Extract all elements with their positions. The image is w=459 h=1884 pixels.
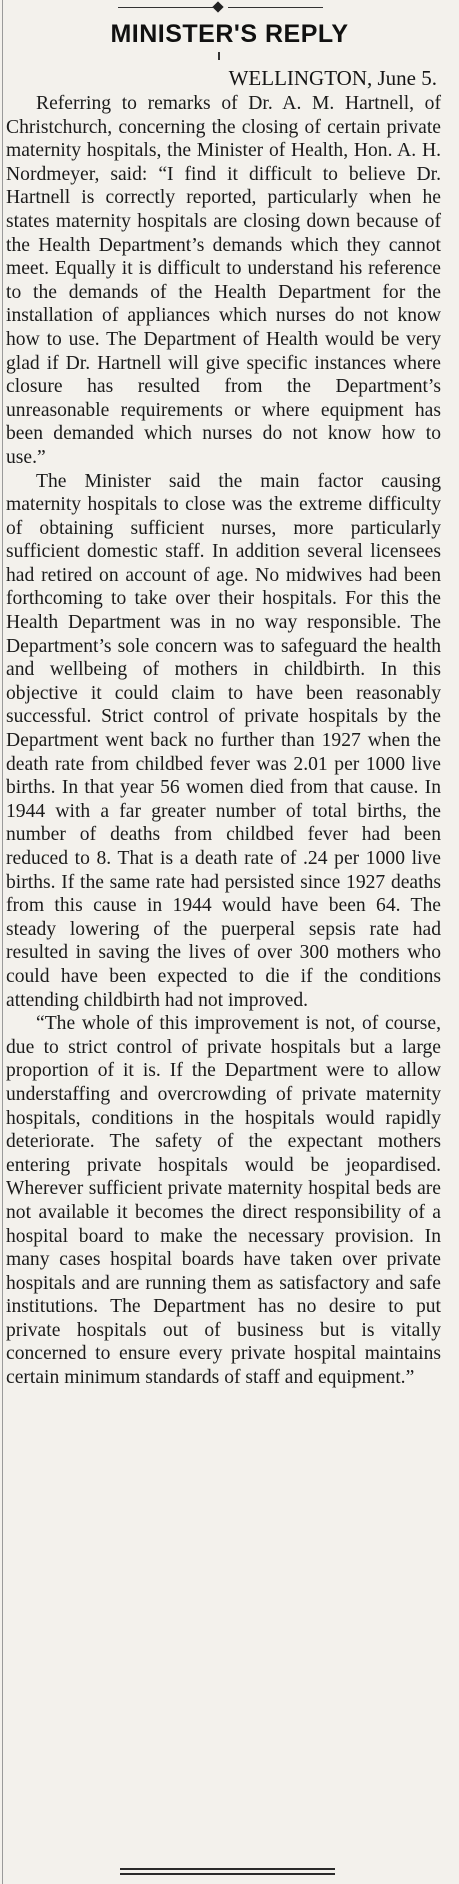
end-rule — [120, 1873, 335, 1875]
dateline: WELLINGTON, June 5. — [228, 66, 437, 90]
column-rule — [2, 0, 3, 1884]
diamond-ornament-icon — [212, 1, 223, 12]
paragraph: Referring to remarks of Dr. A. M. Hartnell, of Christchurch, concerning the closing of certain private maternity hospitals, the Minister of Health, Hon. A. H. Nordmeyer, said: “I find it difficult to believe Dr. Hartnell is correctly reported, particularly when he states maternity hospitals are closing down because of the Health Department’s demands which they cannot meet. Equally it is difficult to understand his reference to the demands of the Health Department for the installation of appliances which nurses do not know how to use. The Department of Health would be very glad if Dr. Hartnell will give specific instances where closure has resulted from the Department’s unreasonable requirements or where equipment has been demanded which nurses do not know how to use.” — [6, 93, 441, 468]
top-ornament — [0, 2, 459, 12]
end-rule — [120, 1868, 335, 1870]
ornament-rule-right — [228, 7, 323, 8]
ornament-rule-left — [118, 7, 213, 8]
article-body — [6, 92, 441, 1390]
headline: MINISTER'S REPLY — [110, 20, 349, 48]
paragraph: “The whole of this improvement is not, of course, due to strict control of private hospitals but a large proportion of it is. If the Department were to allow understaffing and overcrowding of private maternity hospitals, conditions in the hospitals would rapidly deteriorate. The safety of the expectant mothers entering private hospitals would be jeopardised. Wherever sufficient private maternity hospital beds are not available it becomes the direct responsibility of a hospital board to make the necessary provision. In many cases hospital boards have taken over private hospitals and are running them as satisfactory and safe institutions. The Department has no desire to put private hospitals out of business but is vitally concerned to ensure every private hospital maintains certain minimum standards of staff and equipment.” — [6, 1013, 441, 1389]
paragraph: The Minister said the main factor causing maternity hospitals to close was the extreme difficulty of obtaining sufficient nurses, more particularly sufficient domestic staff. In addition several licensees had retired on account of age. No midwives had been forthcoming to take over their hospitals. For this the Health Department was in no way responsible. The Department’s sole concern was to safeguard the health and wellbeing of mothers in childbirth. In this objective it could claim to have been reasonably successful. Strict control of private hospitals by the Department went back no further than 1927 when the death rate from childbed fever was 2.01 per 1000 live births. In that year 56 women died from that cause. In 1944 with a far greater number of total births, the number of deaths from childbed fever had been reduced to 8. That is a death rate of .24 per 1000 live births. If the same rate had persisted since 1927 deaths from this cause in 1944 would have been 64. The steady lowering of the puerperal sepsis rate had resulted in saving the lives of over 300 mothers who could have been expected to die if the conditions attending childbirth had not improved. — [6, 470, 441, 1011]
headline-divider — [218, 52, 220, 60]
